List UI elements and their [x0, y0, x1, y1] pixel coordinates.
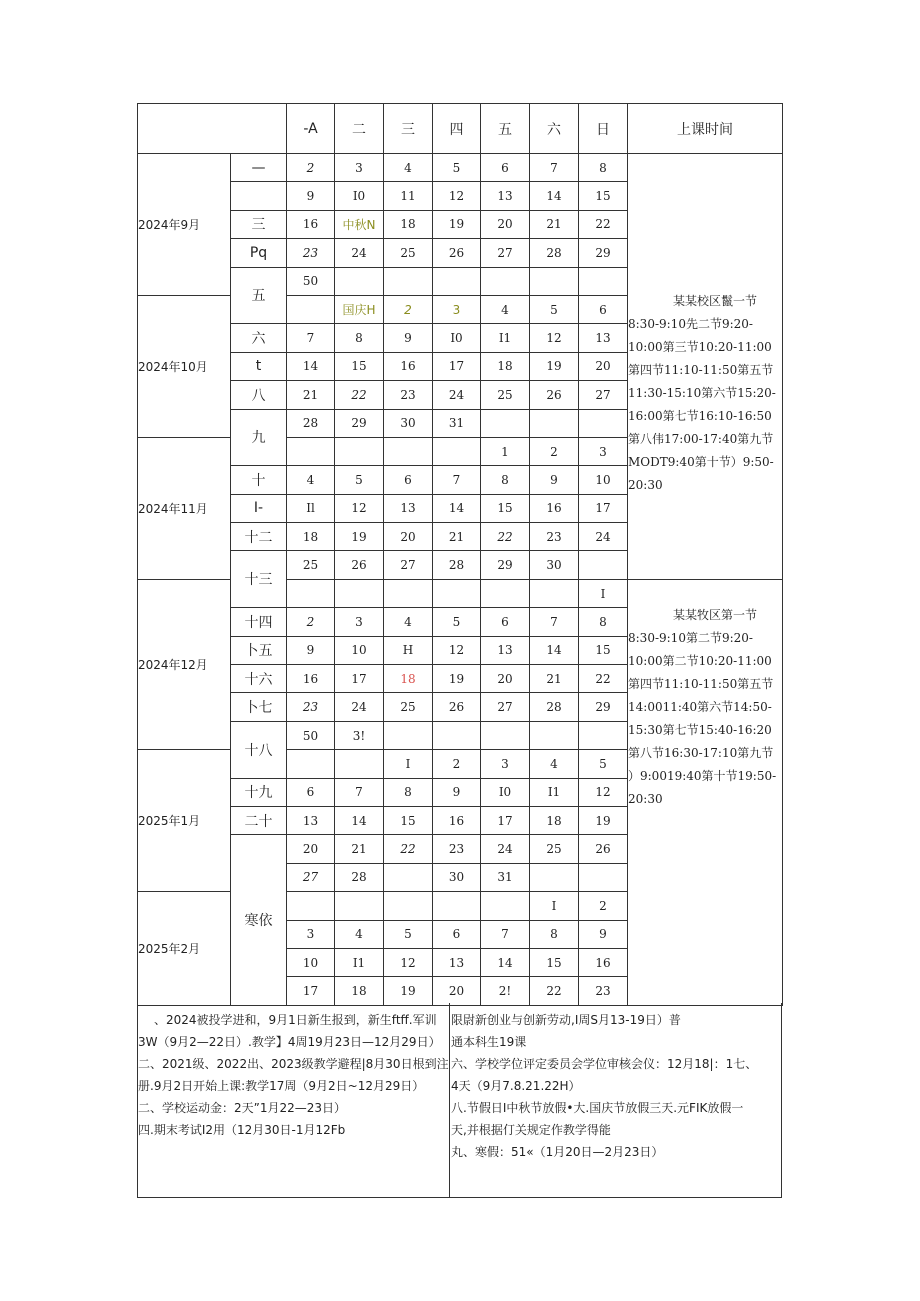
- date-cell: 13: [579, 324, 628, 352]
- date-cell: 5: [530, 295, 579, 323]
- date-cell: 8: [481, 466, 530, 494]
- date-cell: 24: [579, 523, 628, 551]
- date-cell: 19: [433, 210, 481, 238]
- week-label: 三: [231, 210, 287, 238]
- date-cell: 22: [335, 381, 384, 409]
- date-cell: 31: [433, 409, 481, 437]
- schedule-line: 第四节11:10-11:50第五节: [628, 676, 774, 691]
- note-line: 、2024被投学进和，9月1日新生报到，新生ftff.军训: [154, 1013, 437, 1027]
- date-cell: 30: [384, 409, 433, 437]
- date-cell: [481, 409, 530, 437]
- week-label: 十六: [231, 665, 287, 693]
- date-cell: 2: [287, 608, 335, 636]
- date-cell: 10: [579, 466, 628, 494]
- date-cell: 28: [335, 863, 384, 891]
- week-label: 寒依: [231, 835, 287, 1005]
- date-cell: 23: [530, 523, 579, 551]
- date-cell: 4: [384, 608, 433, 636]
- date-cell: 20: [481, 665, 530, 693]
- date-cell: [530, 579, 579, 607]
- date-cell: 17: [433, 352, 481, 380]
- date-cell: [579, 551, 628, 579]
- note-line: 3W（9月2—22日）.教学】4周19月23日—12月29日）: [138, 1035, 441, 1049]
- date-cell: 15: [579, 182, 628, 210]
- date-cell: Il: [287, 494, 335, 522]
- schedule-line: MODT9:40第十节）9:50-: [628, 455, 774, 469]
- note-line: 限尉新创业与创新劳动,I周S月13-19日）普: [451, 1013, 681, 1027]
- date-cell: 6: [481, 608, 530, 636]
- schedule-line: 10:00第三节10:20-11:00: [628, 340, 772, 354]
- date-cell: 27: [481, 239, 530, 267]
- date-cell: 13: [481, 636, 530, 664]
- date-cell: [335, 267, 384, 295]
- date-cell: [579, 409, 628, 437]
- week-label: 十三: [231, 551, 287, 608]
- date-cell: 8: [335, 324, 384, 352]
- date-cell: 26: [335, 551, 384, 579]
- date-cell: [287, 750, 335, 778]
- date-cell: 16: [579, 948, 628, 976]
- date-cell: 13: [433, 948, 481, 976]
- date-cell: 26: [433, 239, 481, 267]
- date-cell: 12: [530, 324, 579, 352]
- date-cell: 4: [530, 750, 579, 778]
- date-cell: 25: [384, 239, 433, 267]
- date-cell: 16: [433, 806, 481, 834]
- schedule-line: 第四节11:10-11:50第五节: [628, 363, 774, 377]
- week-label: 卜五: [231, 636, 287, 664]
- date-cell: 7: [530, 154, 579, 182]
- date-cell: [579, 863, 628, 891]
- note-line: 通本科生19课: [451, 1035, 527, 1049]
- date-cell: 23: [579, 977, 628, 1005]
- date-cell: 16: [384, 352, 433, 380]
- month-label: 2025年1月: [138, 750, 231, 892]
- date-cell: 29: [579, 693, 628, 721]
- date-cell: 29: [579, 239, 628, 267]
- date-cell: 27: [579, 381, 628, 409]
- date-cell: 28: [530, 693, 579, 721]
- weekday-header: 五: [481, 104, 530, 154]
- date-cell: 15: [481, 494, 530, 522]
- date-cell: 16: [287, 210, 335, 238]
- date-cell: 17: [579, 494, 628, 522]
- date-cell: 28: [530, 239, 579, 267]
- schedule-line: 10:00第二节10:20-11:00: [628, 653, 772, 668]
- date-cell: [433, 579, 481, 607]
- date-cell: 7: [287, 324, 335, 352]
- week-label: 八: [231, 381, 287, 409]
- date-cell: I1: [335, 948, 384, 976]
- calendar-notes: [137, 1003, 782, 1198]
- date-cell: 13: [481, 182, 530, 210]
- date-cell: I0: [481, 778, 530, 806]
- week-label: 十二: [231, 523, 287, 551]
- schedule-line: 20:30: [628, 478, 663, 492]
- note-line: 八.节假日I中秋节放假•大.国庆节放假三天.元FIK放假一: [451, 1101, 744, 1115]
- date-cell: 50: [287, 721, 335, 749]
- date-cell: [287, 892, 335, 920]
- date-cell: 2: [433, 750, 481, 778]
- date-cell: 21: [530, 665, 579, 693]
- notes-left-column: [138, 1003, 450, 1197]
- date-cell: 22: [579, 665, 628, 693]
- date-cell: [433, 437, 481, 465]
- note-line: 4天（9月7.8.21.22H）: [451, 1079, 581, 1093]
- date-cell: 12: [335, 494, 384, 522]
- date-cell: 5: [579, 750, 628, 778]
- date-cell: 3: [481, 750, 530, 778]
- date-cell: [433, 892, 481, 920]
- date-cell: [287, 437, 335, 465]
- date-cell: 26: [579, 835, 628, 863]
- date-cell: 5: [433, 154, 481, 182]
- date-cell: 2: [384, 295, 433, 323]
- date-cell: [287, 579, 335, 607]
- date-cell: 23: [433, 835, 481, 863]
- date-cell: 25: [481, 381, 530, 409]
- week-label: 十九: [231, 778, 287, 806]
- date-cell: 4: [384, 154, 433, 182]
- month-label: 2024年10月: [138, 295, 231, 437]
- date-cell: [384, 892, 433, 920]
- note-line: 二、2021级、2022出、2023级教学避程|8月30日根到注: [138, 1057, 449, 1071]
- schedule-line: 11:30-15:10第六节15:20-: [628, 386, 776, 400]
- date-cell: 14: [530, 636, 579, 664]
- schedule-line: 第八节16:30-17:10第九节: [628, 745, 774, 760]
- date-cell: 8: [579, 608, 628, 636]
- date-cell: 25: [384, 693, 433, 721]
- date-cell: 9: [384, 324, 433, 352]
- month-label: 2025年2月: [138, 892, 231, 1006]
- date-cell: 29: [335, 409, 384, 437]
- date-cell: 25: [530, 835, 579, 863]
- date-cell: 14: [335, 806, 384, 834]
- date-cell: 3: [287, 920, 335, 948]
- date-cell: 6: [287, 778, 335, 806]
- date-cell: 24: [433, 381, 481, 409]
- class-schedule-campus-1: [628, 154, 783, 580]
- date-cell: 15: [579, 636, 628, 664]
- date-cell: 2!: [481, 977, 530, 1005]
- date-cell: 9: [433, 778, 481, 806]
- weekday-header: 六: [530, 104, 579, 154]
- date-cell: 31: [481, 863, 530, 891]
- date-cell: 4: [481, 295, 530, 323]
- weekday-header: -A: [287, 104, 335, 154]
- date-cell: 50: [287, 267, 335, 295]
- date-cell: [433, 721, 481, 749]
- campus-2-title: 某某牧区第一节: [672, 607, 757, 622]
- week-label: Pq: [231, 239, 287, 267]
- date-cell: [481, 579, 530, 607]
- week-label: 九: [231, 409, 287, 466]
- date-cell: I: [384, 750, 433, 778]
- date-cell: I: [579, 579, 628, 607]
- date-cell: 18: [530, 806, 579, 834]
- date-cell: 25: [287, 551, 335, 579]
- date-cell: 19: [433, 665, 481, 693]
- week-label: 十四: [231, 608, 287, 636]
- schedule-line: 15:30第七节15:40-16:20: [628, 722, 772, 737]
- date-cell: 22: [579, 210, 628, 238]
- date-cell: 27: [287, 863, 335, 891]
- date-cell: 29: [481, 551, 530, 579]
- date-cell: 12: [433, 182, 481, 210]
- date-cell: 27: [481, 693, 530, 721]
- date-cell: 22: [530, 977, 579, 1005]
- weekday-header: 二: [335, 104, 384, 154]
- date-cell: [384, 579, 433, 607]
- note-line: 丸、寒假：51«（1月20日—2月23日）: [451, 1145, 664, 1159]
- date-cell: 23: [287, 693, 335, 721]
- date-cell: 18: [287, 523, 335, 551]
- weekday-header: 三: [384, 104, 433, 154]
- date-cell: I0: [335, 182, 384, 210]
- date-cell: [579, 267, 628, 295]
- class-schedule-campus-2: [628, 579, 783, 1005]
- campus-1-title: 某某校区鬣一节: [672, 294, 757, 308]
- date-cell: 22: [481, 523, 530, 551]
- header-blank-cell: [138, 104, 287, 154]
- note-line: 天,并根据仃关规定作教学得能: [451, 1123, 611, 1137]
- date-cell: 19: [530, 352, 579, 380]
- date-cell: [481, 267, 530, 295]
- date-cell: 9: [287, 636, 335, 664]
- date-cell: 19: [579, 806, 628, 834]
- date-cell: 15: [335, 352, 384, 380]
- schedule-line: 20:30: [628, 791, 663, 806]
- date-cell: 20: [579, 352, 628, 380]
- date-cell: 17: [335, 665, 384, 693]
- schedule-line: 8:30-9:10先二节9:20-: [628, 317, 753, 331]
- date-cell: 23: [384, 381, 433, 409]
- week-label: 六: [231, 324, 287, 352]
- date-cell: 30: [530, 551, 579, 579]
- date-cell: 4: [335, 920, 384, 948]
- date-cell: 14: [530, 182, 579, 210]
- date-cell: 14: [433, 494, 481, 522]
- date-cell: [384, 863, 433, 891]
- week-label: 五: [231, 267, 287, 324]
- date-cell: 23: [287, 239, 335, 267]
- date-cell: 2: [530, 437, 579, 465]
- date-cell: 16: [530, 494, 579, 522]
- class-time-header: 上课时间: [628, 104, 783, 154]
- date-cell: 7: [335, 778, 384, 806]
- date-cell: 7: [530, 608, 579, 636]
- schedule-line: ）9:0019:40第十节19:50-: [628, 768, 777, 783]
- date-cell: 中秋N: [335, 210, 384, 238]
- date-cell: 22: [384, 835, 433, 863]
- weekday-header: 日: [579, 104, 628, 154]
- date-cell: [579, 721, 628, 749]
- date-cell: 11: [384, 182, 433, 210]
- date-cell: 10: [335, 636, 384, 664]
- date-cell: 13: [384, 494, 433, 522]
- date-cell: 19: [384, 977, 433, 1005]
- week-label: 十八: [231, 721, 287, 778]
- date-cell: 18: [384, 210, 433, 238]
- date-cell: [384, 437, 433, 465]
- month-label: 2024年11月: [138, 437, 231, 579]
- date-cell: [384, 267, 433, 295]
- date-cell: 13: [287, 806, 335, 834]
- date-cell: 5: [335, 466, 384, 494]
- date-cell: 15: [530, 948, 579, 976]
- date-cell: 3: [335, 154, 384, 182]
- date-cell: I: [530, 892, 579, 920]
- date-cell: 19: [335, 523, 384, 551]
- week-label: [231, 182, 287, 210]
- notes-right-column: [451, 1003, 781, 1197]
- date-cell: [335, 750, 384, 778]
- date-cell: 7: [481, 920, 530, 948]
- note-line: 六、学校学位评定委员会学位审核会仪：12月18|：1七、: [451, 1057, 758, 1071]
- date-cell: [335, 437, 384, 465]
- date-cell: 14: [287, 352, 335, 380]
- date-cell: 7: [433, 466, 481, 494]
- date-cell: 18: [384, 665, 433, 693]
- date-cell: 24: [481, 835, 530, 863]
- date-cell: [287, 295, 335, 323]
- month-label: 2024年9月: [138, 154, 231, 296]
- date-cell: H: [384, 636, 433, 664]
- date-cell: 21: [335, 835, 384, 863]
- date-cell: [530, 721, 579, 749]
- date-cell: 27: [384, 551, 433, 579]
- date-cell: 26: [530, 381, 579, 409]
- date-cell: 21: [287, 381, 335, 409]
- date-cell: 15: [384, 806, 433, 834]
- schedule-line: 14:0011:40第六节14:50-: [628, 699, 772, 714]
- date-cell: [335, 579, 384, 607]
- week-label: 十: [231, 466, 287, 494]
- date-cell: 28: [433, 551, 481, 579]
- date-cell: 国庆H: [335, 295, 384, 323]
- header-row: [138, 104, 783, 154]
- week-label: 卜七: [231, 693, 287, 721]
- date-cell: I0: [433, 324, 481, 352]
- schedule-line: 8:30-9:10第二节9:20-: [628, 630, 753, 645]
- date-cell: 6: [433, 920, 481, 948]
- date-cell: 20: [384, 523, 433, 551]
- date-cell: 21: [433, 523, 481, 551]
- date-cell: 18: [335, 977, 384, 1005]
- date-cell: 28: [287, 409, 335, 437]
- date-cell: [530, 863, 579, 891]
- date-cell: 12: [579, 778, 628, 806]
- date-cell: [481, 892, 530, 920]
- date-cell: 14: [481, 948, 530, 976]
- date-cell: 17: [287, 977, 335, 1005]
- date-cell: 1: [481, 437, 530, 465]
- date-cell: [384, 721, 433, 749]
- date-cell: [433, 267, 481, 295]
- date-cell: 20: [433, 977, 481, 1005]
- date-cell: 8: [579, 154, 628, 182]
- month-label: 2024年12月: [138, 579, 231, 749]
- note-line: 四.期末考试I2用（12月30日-1月12Fb: [138, 1123, 346, 1137]
- date-cell: I1: [481, 324, 530, 352]
- week-label: —: [231, 154, 287, 182]
- date-cell: 17: [481, 806, 530, 834]
- table-row: [138, 154, 783, 182]
- schedule-line: 第八伟17:00-17:40第九节: [628, 432, 774, 446]
- note-line: 册.9月2日开始上课:教学17周（9月2日~12月29日）: [138, 1079, 425, 1093]
- date-cell: [530, 267, 579, 295]
- date-cell: 5: [433, 608, 481, 636]
- week-label: 二十: [231, 806, 287, 834]
- date-cell: 18: [481, 352, 530, 380]
- date-cell: 9: [530, 466, 579, 494]
- date-cell: 26: [433, 693, 481, 721]
- date-cell: 9: [579, 920, 628, 948]
- date-cell: [530, 409, 579, 437]
- date-cell: 5: [384, 920, 433, 948]
- date-cell: 21: [530, 210, 579, 238]
- weekday-header: 四: [433, 104, 481, 154]
- date-cell: I1: [530, 778, 579, 806]
- date-cell: 3: [579, 437, 628, 465]
- week-label: I-: [231, 494, 287, 522]
- date-cell: 24: [335, 239, 384, 267]
- schedule-line: 16:00第七节16:10-16:50: [628, 409, 772, 423]
- date-cell: 2: [579, 892, 628, 920]
- date-cell: [481, 721, 530, 749]
- week-label: t: [231, 352, 287, 380]
- date-cell: 8: [530, 920, 579, 948]
- date-cell: 3: [433, 295, 481, 323]
- date-cell: 9: [287, 182, 335, 210]
- date-cell: 4: [287, 466, 335, 494]
- school-calendar-table: [137, 103, 783, 1006]
- date-cell: 30: [433, 863, 481, 891]
- date-cell: [335, 892, 384, 920]
- date-cell: 20: [481, 210, 530, 238]
- date-cell: 3!: [335, 721, 384, 749]
- date-cell: 6: [384, 466, 433, 494]
- note-line: 二、学校运动金：2天”1月22—23日）: [138, 1101, 347, 1115]
- date-cell: 10: [287, 948, 335, 976]
- date-cell: 16: [287, 665, 335, 693]
- date-cell: 20: [287, 835, 335, 863]
- date-cell: 12: [433, 636, 481, 664]
- date-cell: 6: [481, 154, 530, 182]
- date-cell: 6: [579, 295, 628, 323]
- date-cell: 12: [384, 948, 433, 976]
- date-cell: 24: [335, 693, 384, 721]
- date-cell: 8: [384, 778, 433, 806]
- date-cell: 2: [287, 154, 335, 182]
- date-cell: 3: [335, 608, 384, 636]
